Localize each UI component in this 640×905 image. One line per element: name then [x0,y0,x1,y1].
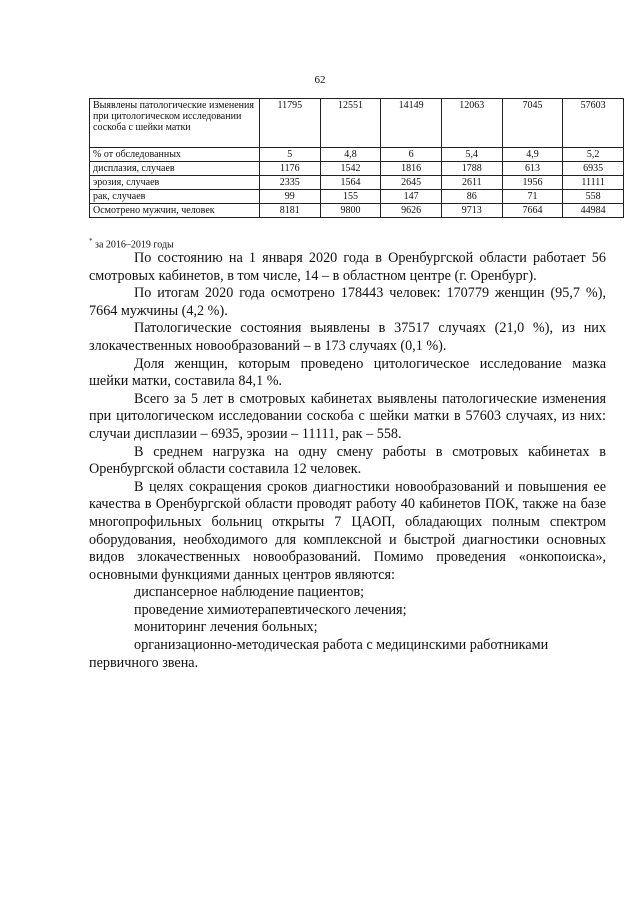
paragraph: По итогам 2020 года осмотрено 178443 человек: 170779 женщин (95,7 %), 7664 мужчины (4,2 %). [89,285,606,319]
table-cell: 14149 [381,99,442,148]
table-cell: 1564 [320,176,381,190]
table-row [90,99,624,148]
paragraph: В целях сокращения сроков диагностики новообразований и повышения ее качества в Оренбургской области проводят работу 40 кабинетов ПОК, также на базе многопрофильных больниц открыты 7 ЦАОП, обладающих полным спектром оборудования, необходимого для комплексной и быстрой диагностики основных видов злокачественных новообразований. Помимо проведения «онкопоиска», основными функциями данных центров являются: [89,478,606,583]
table-cell: 1956 [502,176,563,190]
table-cell: 5,4 [441,148,502,162]
table-cell: 12551 [320,99,381,148]
table-cell: 1176 [259,162,320,176]
paragraph: В среднем нагрузка на одну смену работы в смотровых кабинетах в Оренбургской области составила 12 человек. [89,443,606,478]
table-cell: 1816 [381,162,442,176]
table-cell: 4,9 [502,148,563,162]
table-cell: 9713 [441,204,502,218]
table-cell: 8181 [259,204,320,218]
table-cell: 71 [502,190,563,204]
table-row [90,176,624,190]
table-cell: 44984 [563,204,624,218]
paragraph: Всего за 5 лет в смотровых кабинетах выявлены патологические изменения при цитологическом исследовании соскоба с шейки матки в 57603 случаях, из них: случаи дисплазии – 6935, эрозии – 11111, рак – 558. [89,390,606,442]
paragraph: Патологические состояния выявлены в 37517 случаях (21,0 %), из них злокачественных новообразований – в 173 случаях (0,1 %). [89,320,606,354]
body-text [89,250,606,672]
row-label: Осмотрено мужчин, человек [90,204,260,218]
table-row [90,204,624,218]
table-cell: 6935 [563,162,624,176]
footnote [89,237,174,250]
table-cell: 7045 [502,99,563,148]
list-item: мониторинг лечения больных; [134,619,318,636]
list-item: диспансерное наблюдение пациентов; [134,584,365,601]
row-label: % от обследованных [90,148,260,162]
table-cell: 11795 [259,99,320,148]
footnote-text: за 2016–2019 годы [95,239,174,251]
table-cell: 4,8 [320,148,381,162]
table-cell: 5 [259,148,320,162]
paragraph: Доля женщин, которым проведено цитологическое исследование мазка шейки матки, составила 84,1 %. [89,355,606,390]
table-cell: 155 [320,190,381,204]
table-cell: 12063 [441,99,502,148]
table-cell: 11111 [563,176,624,190]
table-cell: 1542 [320,162,381,176]
table-cell: 57603 [563,99,624,148]
list-item-last [89,637,606,672]
table-cell: 86 [441,190,502,204]
table-cell: 2645 [381,176,442,190]
table-cell: 9626 [381,204,442,218]
row-label: эрозия, случаев [90,176,260,190]
table-row [90,190,624,204]
table-row [90,162,624,176]
list-item-last-continuation: первичного звена. [89,654,199,671]
table-cell: 558 [563,190,624,204]
table-cell: 613 [502,162,563,176]
table-cell: 99 [259,190,320,204]
table-cell: 9800 [320,204,381,218]
table-cell: 147 [381,190,442,204]
footnote-mark: * [89,237,93,245]
table-cell: 5,2 [563,148,624,162]
statistics-table [89,98,624,218]
table-cell: 2611 [441,176,502,190]
table-cell: 7664 [502,204,563,218]
table-cell: 2335 [259,176,320,190]
list-item: проведение химиотерапевтического лечения; [134,601,407,618]
table-cell: 1788 [441,162,502,176]
row-label: дисплазия, случаев [90,162,260,176]
table-row [90,148,624,162]
table-cell: 6 [381,148,442,162]
paragraph: По состоянию на 1 января 2020 года в Оренбургской области работает 56 смотровых кабинетов, в том числе, 14 – в областном центре (г. Оренбург). [89,250,606,284]
page-number: 62 [314,74,326,86]
list-item-last-line: организационно-методическая работа с медицинскими работниками [134,637,549,654]
row-label: рак, случаев [90,190,260,204]
row-label: Выявлены патологические изменения при цитологическом исследовании соскоба с шейки матки [90,99,260,148]
